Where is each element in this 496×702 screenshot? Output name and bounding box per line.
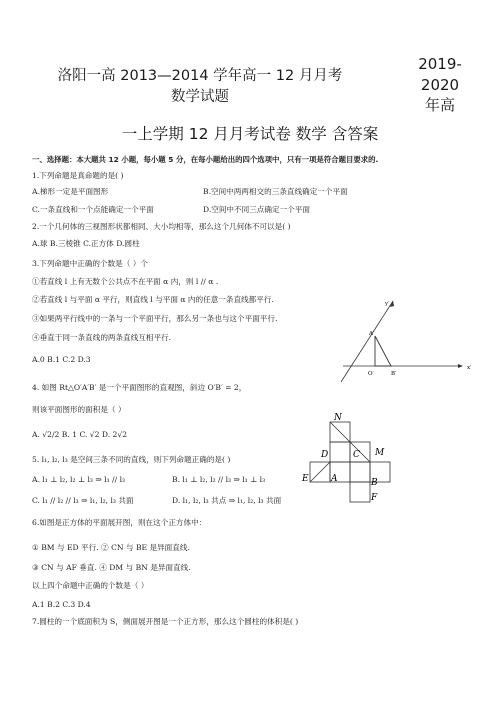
q5-option-c: C. l₁ // l₂ // l₃ ⇒ l₁, l₂, l₃ 共面 [32, 496, 134, 505]
q3-statement-1: ①若直线 l 上有无数个公共点不在平面 α 内，则 l // α . [32, 277, 219, 286]
side-title [400, 54, 480, 116]
q3-statement-3: ③如果两平行线中的一条与一个平面平行，那么另一条也与这个平面平行. [32, 314, 278, 323]
net-label-n: N [334, 413, 342, 423]
q2-stem: 2.一个几何体的三视图形状都相同、大小均相等，那么这个几何体不可以是( ) [32, 222, 291, 231]
label-x: x′ [467, 365, 472, 371]
q3-statement-4: ④垂直于同一条直线的两条直线互相平行. [32, 333, 172, 342]
document-title [50, 66, 350, 108]
q6-stem: 6.如图是正方体的平面展开图，则在这个正方体中： [32, 518, 207, 527]
q3-options: A.0 B.1 C.2 D.3 [32, 355, 91, 364]
q2-options: A.球 B.三棱锥 C.正方体 D.圆柱 [32, 239, 140, 248]
q4-options: A. √2/2 B. 1 C. √2 D. 2√2 [32, 430, 128, 439]
q1-option-a: A.梯形一定是平面图形 [32, 187, 109, 196]
q4-stem: 4. 如图 Rt△O′A′B′ 是一个平面图形的直观图，斜边 O′B′ = 2， [32, 383, 247, 392]
q4-line-2: 则该平面图形的面积是（ ） [32, 405, 126, 414]
q3-statement-2: ②若直线 l 与平面 α 平行，则直线 l 与平面 α 内的任意一条直线都平行. [32, 295, 274, 304]
q5-stem: 5. l₁, l₂, l₃ 是空间三条不同的直线，则下列命题正确的是( ) [32, 455, 231, 464]
side-line-1: 2019- [418, 55, 462, 73]
label-b: B′ [391, 371, 397, 377]
side-line-3: 年高 [424, 96, 455, 114]
net-label-d: D [321, 450, 329, 460]
section-heading: 一、选择题：本大题共 12 小题，每小题 5 分，在每小题给出的四个选项中，只有一项是符合题目要求的. [32, 155, 379, 164]
net-label-b: B [371, 478, 378, 488]
q5-option-d: D. l₁, l₂, l₃ 共点 ⇒ l₁, l₂, l₃ 共面 [172, 496, 282, 505]
title-line-1: 洛阳一高 2013—2014 学年高一 12 月月考 [57, 68, 343, 84]
q6-count-prompt: 以上四个命题中正确的个数是（ ） [32, 581, 149, 590]
q6-statements-1-2: ① BM 与 ED 平行. ② CN 与 BE 是异面直线. [32, 543, 190, 552]
side-line-2: 2020 [420, 75, 460, 94]
q6-cube-net-figure [300, 412, 420, 522]
q5-option-a: A. l₁ ⊥ l₂, l₂ ⊥ l₃ ⇒ l₁ // l₃ [32, 475, 126, 484]
q6-statements-3-4: ③ CN 与 AF 垂直. ④ DM 与 BN 是异面直线. [32, 563, 191, 572]
q1-option-c: C.一条直线和一个点能确定一个平面 [32, 205, 154, 214]
q7-stem: 7.圆柱的一个底面积为 S，侧面展开图是一个正方形，那么这个圆柱的体积是( ) [32, 617, 299, 626]
net-label-e: E [302, 474, 309, 484]
net-label-m: M [375, 448, 385, 458]
net-label-a: A [331, 474, 338, 484]
q1-stem: 1.下列命题是真命题的是( ) [32, 171, 124, 180]
title-line-2: 数学试题 [171, 89, 229, 105]
q3-stem: 3.下列命题中正确的个数是（ ）个 [32, 259, 148, 268]
label-o: O′ [368, 371, 374, 377]
net-label-f: F [371, 493, 378, 503]
document-subtitle: 一上学期 12 月月考试卷 数学 含答案 [121, 125, 379, 143]
net-label-c: C [353, 450, 360, 460]
q6-options: A.1 B.2 C.3 D.4 [32, 600, 91, 609]
q5-option-b: B. l₁ ⊥ l₂, l₂ // l₃ ⇒ l₁ ⊥ l₃ [172, 475, 266, 484]
q4-figure [335, 296, 475, 386]
q1-option-d: D.空间中不同三点确定一个平面 [203, 205, 310, 214]
triangle-shape [375, 336, 391, 366]
label-a: A′ [369, 331, 375, 337]
label-y: y′ [385, 301, 390, 307]
x-axis-arrow-icon [458, 364, 463, 368]
y-axis-line [341, 301, 393, 382]
q1-option-b: B.空间中两两相交的三条直线确定一个平面 [203, 187, 348, 196]
